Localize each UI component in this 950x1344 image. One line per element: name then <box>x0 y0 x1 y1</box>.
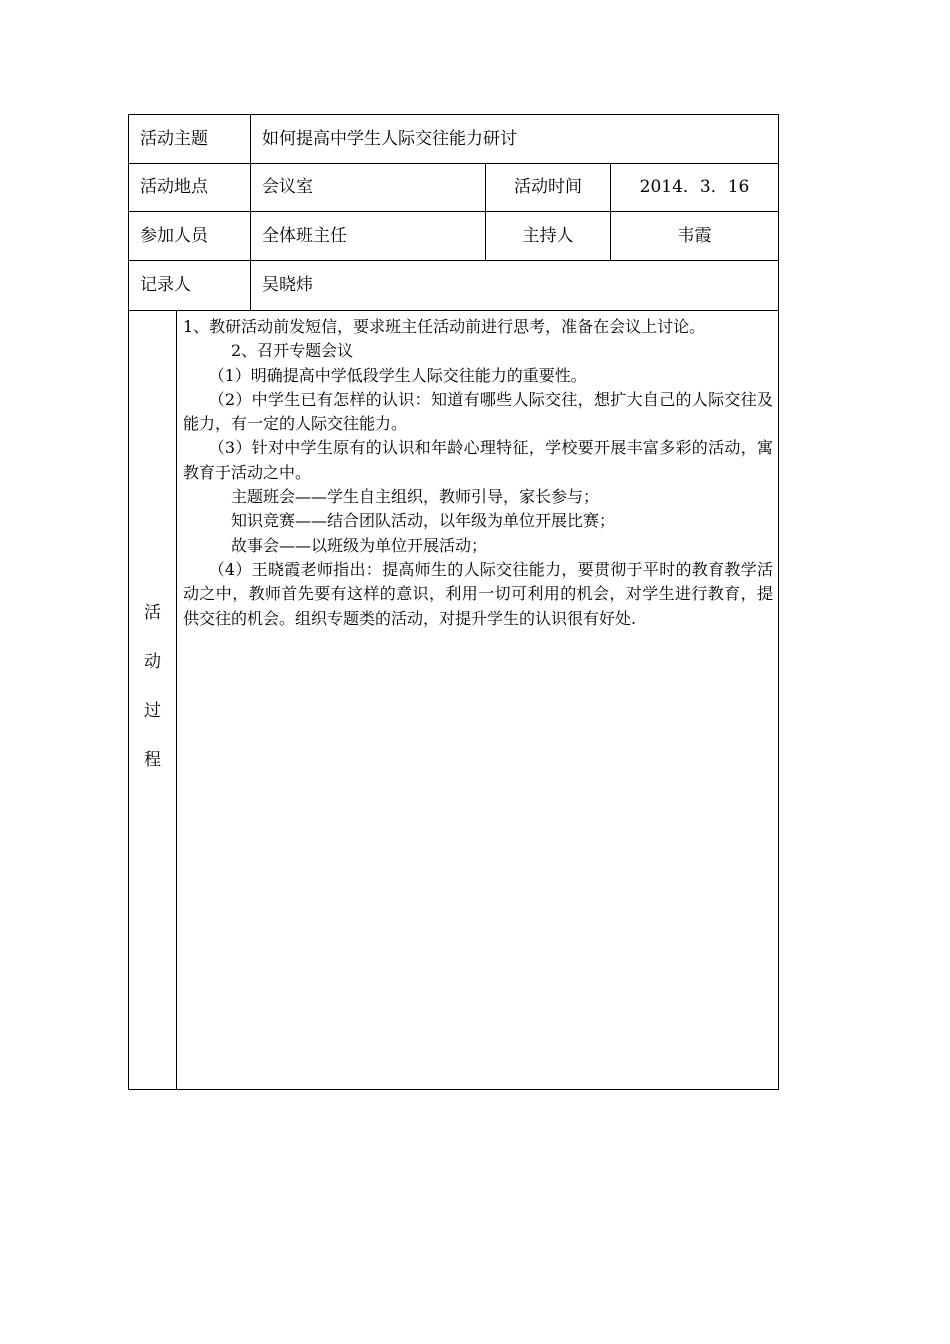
topic-value: 如何提高中学生人际交往能力研讨 <box>262 129 517 149</box>
time-value: 2014．3．16 <box>639 177 750 197</box>
process-label <box>129 311 176 1091</box>
host-label: 主持人 <box>522 226 574 246</box>
process-label-char: 过 <box>144 701 161 721</box>
row-divider <box>129 260 778 261</box>
row-divider <box>129 211 778 212</box>
recorder-label: 记录人 <box>140 275 191 295</box>
column-divider <box>176 310 177 1089</box>
column-divider <box>250 115 251 310</box>
process-paragraph: 2、召开专题会议 <box>231 341 354 361</box>
process-paragraph: 知识竞赛——结合团队活动，以年级为单位开展比赛； <box>231 511 616 531</box>
process-paragraph: 故事会——以班级为单位开展活动； <box>231 535 488 555</box>
activity-record-table <box>128 114 779 1090</box>
process-label-char: 程 <box>144 750 161 770</box>
process-paragraph: 主题班会——学生自主组织，教师引导，家长参与； <box>231 487 600 507</box>
participants-value: 全体班主任 <box>262 226 347 246</box>
participants-label: 参加人员 <box>140 226 208 246</box>
row-divider <box>129 310 778 311</box>
place-label: 活动地点 <box>140 177 208 197</box>
process-paragraph: （1）明确提高中学低段学生人际交往能力的重要性。 <box>208 365 587 385</box>
topic-label: 活动主题 <box>140 129 208 149</box>
process-label-char: 动 <box>144 652 161 672</box>
host-value: 韦霞 <box>677 226 712 246</box>
time-label: 活动时间 <box>514 177 582 197</box>
row-divider <box>129 163 778 164</box>
recorder-value: 吴晓炜 <box>262 275 313 295</box>
process-paragraph: 1、教研活动前发短信，要求班主任活动前进行思考，准备在会议上讨论。 <box>183 317 706 336</box>
process-paragraph: （2）中学生已有怎样的认识：知道有哪些人际交往，想扩大自己的人际交往及能力，有一定的人际交往能力。 <box>183 389 773 434</box>
place-value: 会议室 <box>262 177 313 197</box>
process-content <box>183 315 773 631</box>
process-paragraph: （3）针对中学生原有的认识和年龄心理特征，学校要开展丰富多彩的活动，寓教育于活动之中。 <box>183 438 773 482</box>
process-label-char: 活 <box>144 603 161 623</box>
process-paragraph: （4）王晓霞老师指出：提高师生的人际交往能力，要贯彻于平时的教育教学活动之中，教师首先要有这样的意识，利用一切可利用的机会，对学生进行教育，提供交往的机会。组织专题类的活动，对提升学生的认识很有好处. <box>183 559 773 628</box>
